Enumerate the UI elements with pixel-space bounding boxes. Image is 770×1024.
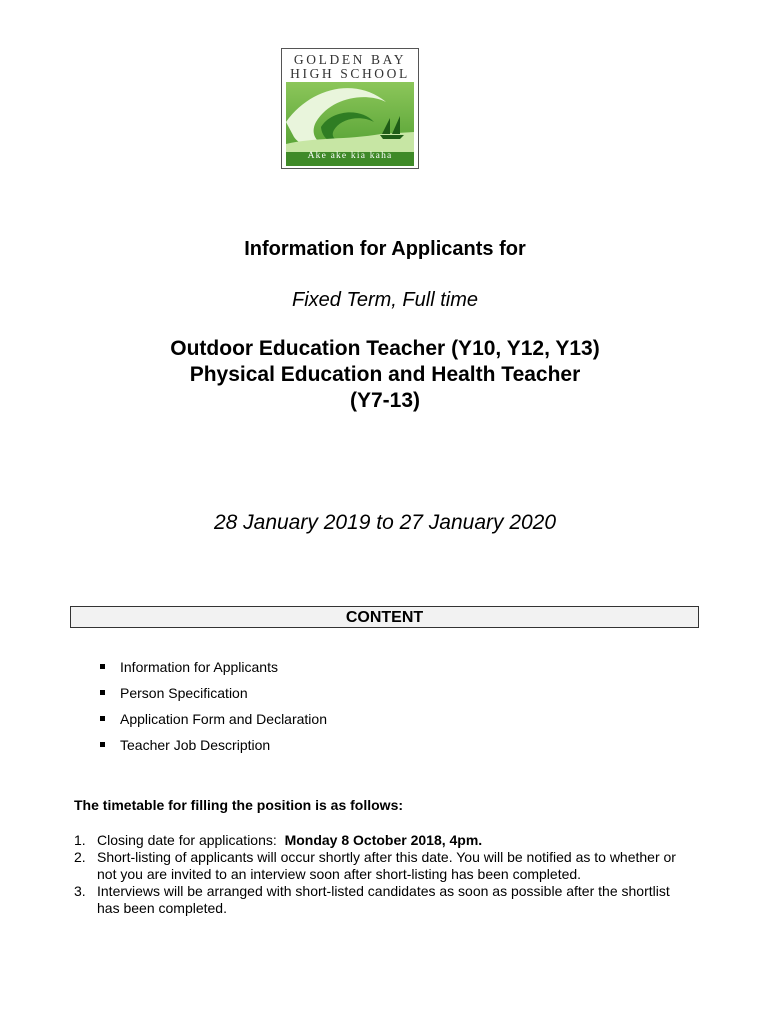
position-line-2: Physical Education and Health Teacher <box>189 363 581 386</box>
school-logo <box>281 48 419 169</box>
step-number: 3. <box>74 883 86 899</box>
term-dates: 28 January 2019 to 27 January 2020 <box>213 511 557 534</box>
step-number: 2. <box>74 849 86 865</box>
logo-school-name-line1: GOLDEN BAY <box>293 52 407 67</box>
logo-school-name-line2: HIGH SCHOOL <box>290 66 410 81</box>
page-title: Information for Applicants for <box>244 238 526 260</box>
employment-type: Fixed Term, Full time <box>292 289 478 311</box>
position-line-3: (Y7-13) <box>349 389 421 412</box>
bullet-square-icon <box>100 742 105 747</box>
list-item <box>100 680 327 706</box>
step-text: Short-listing of applicants will occur shortly after this date. You will be notified as to whether or not you are invited to an interview soon after short-listing has been completed. <box>97 849 676 882</box>
content-heading: CONTENT <box>70 606 699 628</box>
list-item <box>100 706 327 732</box>
position-title <box>0 336 770 414</box>
timetable-step <box>74 832 694 849</box>
bullet-square-icon <box>100 690 105 695</box>
step-text: Interviews will be arranged with short-listed candidates as soon as possible after the shortlist has been completed. <box>97 883 670 916</box>
step-number: 1. <box>74 832 86 848</box>
content-list <box>100 654 327 758</box>
step-text: Closing date for applications: <box>97 832 285 848</box>
timetable-step <box>74 849 694 883</box>
list-item-label: Information for Applicants <box>120 659 278 675</box>
closing-date: Monday 8 October 2018, 4pm. <box>284 832 483 848</box>
position-line-1: Outdoor Education Teacher (Y10, Y12, Y13) <box>170 337 600 360</box>
bullet-square-icon <box>100 664 105 669</box>
list-item-label: Person Specification <box>120 685 248 701</box>
bullet-square-icon <box>100 716 105 721</box>
list-item <box>100 732 327 758</box>
timetable-steps <box>74 832 694 917</box>
logo-motto: Ake ake kia kaha <box>307 151 393 161</box>
list-item-label: Application Form and Declaration <box>120 711 327 727</box>
list-item <box>100 654 327 680</box>
timetable-step <box>74 883 694 917</box>
timetable-heading: The timetable for filling the position is as follows: <box>74 797 404 813</box>
list-item-label: Teacher Job Description <box>120 737 271 753</box>
